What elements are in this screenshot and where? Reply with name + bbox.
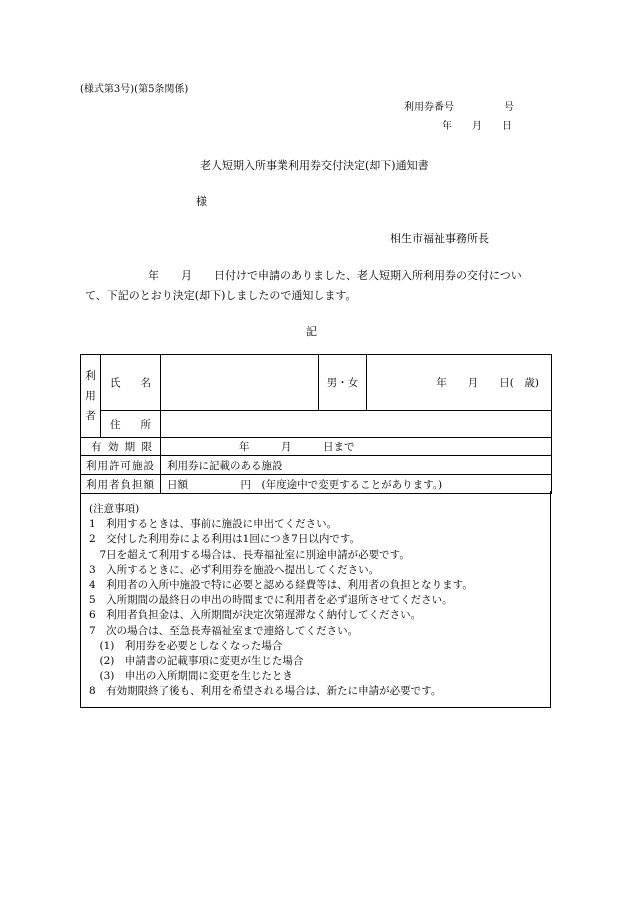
note-item-1: 1 利用するときは、事前に施設に申出てください。 xyxy=(89,518,338,531)
burden-label-text: 利用者負担額 xyxy=(86,478,155,491)
name-row xyxy=(81,355,552,411)
address-label-char-1: 住 xyxy=(110,418,121,431)
validity-label-char-2: 効 xyxy=(107,441,119,453)
recipient-suffix: 様 xyxy=(196,195,207,208)
ki-heading: 記 xyxy=(306,325,317,338)
note-item-4: 4 利用者の入所中施設で特に必要と認める経費等は、利用者の負担となります。 xyxy=(89,579,473,592)
note-item-7: 7 次の場合は、至急長寿福祉室まで連絡してください。 xyxy=(89,624,359,637)
gender-options: 男・女 xyxy=(326,377,359,389)
issue-date: 年 月 日 xyxy=(442,121,512,132)
facility-row xyxy=(81,456,552,475)
user-label-cell xyxy=(81,355,101,438)
validity-label-char-4: 限 xyxy=(141,441,152,453)
birth-date-field[interactable] xyxy=(367,355,552,411)
document-title: 老人短期入所事業利用券交付決定(却下)通知書 xyxy=(200,159,429,172)
validity-label xyxy=(81,438,161,456)
note-item-7-2: (2) 申請書の記載事項に変更が生じた場合 xyxy=(89,655,304,668)
user-label-char-2: 用 xyxy=(85,390,96,402)
validity-label-char-3: 期 xyxy=(124,441,136,453)
note-item-7-3: (3) 申出の入所期間に変更を生じたとき xyxy=(89,670,293,683)
notes-section xyxy=(80,491,551,708)
application-table xyxy=(80,354,552,494)
validity-field[interactable] xyxy=(161,438,552,456)
body-line-2: て、下記のとおり決定(却下)しましたので通知します。 xyxy=(85,289,357,302)
facility-value: 利用券に記載のある施設 xyxy=(167,459,283,472)
name-label-char-1: 氏 xyxy=(110,377,121,389)
user-label-char-1: 利 xyxy=(85,370,96,382)
note-item-8: 8 有効期限終了後も、利用を希望される場合は、新たに申請が必要です。 xyxy=(89,685,442,698)
address-label xyxy=(101,411,161,438)
form-number: (様式第3号)(第5条関係) xyxy=(80,84,189,95)
address-label-char-2: 所 xyxy=(140,418,151,431)
birth-date-template: 年 月 日( 歳) xyxy=(436,377,539,389)
validity-label-char-1: 有 xyxy=(91,441,102,453)
facility-field[interactable] xyxy=(161,456,552,475)
note-item-2-cont: 7日を超えて利用する場合は、長寿福祉室に別途申請が必要です。 xyxy=(89,548,410,561)
notes-heading: (注意事項) xyxy=(89,503,140,515)
facility-label-text: 利用許可施設 xyxy=(86,459,155,472)
note-item-6: 6 利用者負担金は、入所期間が決定次第遅滞なく納付してください。 xyxy=(89,609,422,622)
address-field[interactable] xyxy=(161,411,552,438)
note-item-7-1: (1) 利用券を必要としなくなった場合 xyxy=(89,639,283,652)
note-item-2: 2 交付した利用券による利用は1回につき7日以内です。 xyxy=(89,533,360,546)
address-row xyxy=(81,411,552,438)
body-line-1: 年 月 日付けで申請のありました、老人短期入所利用券の交付につい xyxy=(148,269,522,282)
name-label xyxy=(101,355,161,411)
user-label-char-3: 者 xyxy=(85,410,96,422)
name-label-char-2: 名 xyxy=(140,377,151,389)
validity-value: 年 月 日まで xyxy=(239,441,355,453)
note-item-5: 5 入所期間の最終日の申出の時間までに利用者を必ず退所させてください。 xyxy=(89,594,453,607)
gender-field[interactable] xyxy=(319,355,367,411)
facility-label xyxy=(81,456,161,475)
validity-row xyxy=(81,438,552,456)
note-item-3: 3 入所するときに、必ず利用券を施設へ提出してください。 xyxy=(89,563,380,576)
burden-value: 日額 円 (年度途中で変更することがあります。) xyxy=(167,478,443,491)
name-field[interactable] xyxy=(161,355,319,411)
ticket-number: 利用券番号 号 xyxy=(404,102,514,113)
issuer-name: 相生市福祉事務所長 xyxy=(390,232,489,245)
